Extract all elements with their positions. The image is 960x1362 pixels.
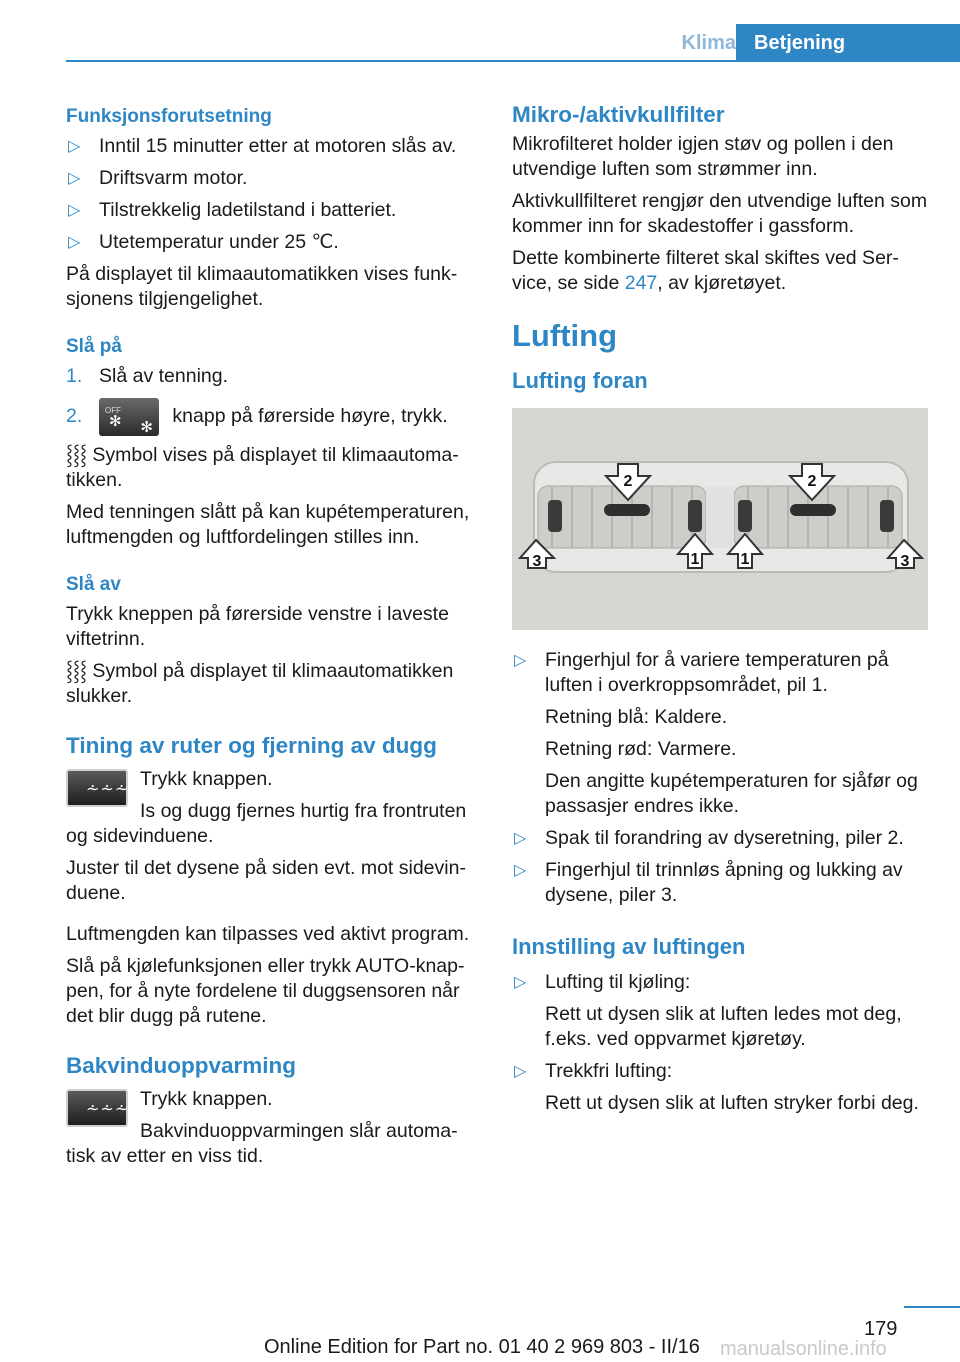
bullet-triangle-icon: ▷ xyxy=(514,830,527,847)
innst-heading: Innstilling av luftingen xyxy=(512,934,746,959)
defrost-button-icon: ⩪⩪⩪ xyxy=(66,769,128,807)
slaav-symbol-note: ⸾⸾⸾ Symbol på displayet til klimaautomatikken slukker. xyxy=(66,660,454,707)
section-tab-klima[interactable]: Klima xyxy=(681,32,736,54)
mikro-p2: Aktivkullfilteret rengjør den utvendige luften som kommer inn for skadestoffer i gassform. xyxy=(512,190,928,237)
tining-text-start: Is og dugg fjernes hurtig fra frontruten xyxy=(140,800,467,822)
list-item: ▷ Trekkfri lufting: xyxy=(514,1060,673,1082)
slapa-note: Med tenningen slått på kan kupétemperaturen, luftmengden og luftfordelingen stilles inn. xyxy=(66,501,470,548)
tining-ac: Slå på kjølefunksjonen eller trykk AUTO-knap‐pen, for å nyte fordelene til duggsensoren når det blir dugg på rutene. xyxy=(66,955,465,1027)
tining-text-end: og sidevinduene. xyxy=(66,825,214,847)
bullet-triangle-icon: ▷ xyxy=(514,974,527,991)
page-header xyxy=(66,24,960,62)
slaav-heading: Slå av xyxy=(66,574,121,595)
right-column xyxy=(512,100,928,1123)
fan-off-button-icon: OFF ✻ ✻ xyxy=(99,398,159,436)
list-item: ▷ Driftsvarm motor. xyxy=(68,167,248,189)
list-item: ▷ Inntil 15 minutter etter at motoren slås av. xyxy=(68,135,457,157)
lufting-heading: Lufting xyxy=(512,318,618,353)
arrow-label-1-left: 1 xyxy=(690,551,700,568)
tining-press: Trykk knappen. xyxy=(140,768,273,790)
airflow-symbol-icon: ⸾⸾⸾ xyxy=(66,444,87,466)
front-vent-illustration xyxy=(512,408,928,630)
list-item: ▷ Lufting til kjøling: xyxy=(514,971,691,993)
innst2-text: Rett ut dysen slik at luften stryker forbi deg. xyxy=(545,1092,919,1114)
page-number: 179 xyxy=(864,1318,898,1340)
arrow-label-3-left: 3 xyxy=(532,553,542,570)
arrow-label-1-right: 1 xyxy=(740,551,750,568)
slaav-text: Trykk kneppen på førerside venstre i laveste viftetrinn. xyxy=(66,603,449,650)
arrow-label-2-right: 2 xyxy=(807,473,817,490)
edition-text: Online Edition for Part no. 01 40 2 969 803 - II/16 xyxy=(264,1336,700,1358)
slapa-heading: Slå på xyxy=(66,336,122,357)
lufting-foran-heading: Lufting foran xyxy=(512,368,648,393)
bullet-triangle-icon: ▷ xyxy=(514,652,527,669)
bullet-triangle-icon: ▷ xyxy=(514,862,527,879)
mikro-heading: Mikro-/aktivkullfilter xyxy=(512,102,725,127)
bullet-triangle-icon: ▷ xyxy=(68,170,81,187)
list-item: ▷ Fingerhjul for å variere temperaturen på luften i overkroppsområdet, pil 1. xyxy=(514,649,889,696)
left-column xyxy=(66,100,478,1176)
list-item: ▷ Tilstrekkelig ladetilstand i batteriet. xyxy=(68,199,397,221)
arrow-label-2-left: 2 xyxy=(623,473,633,490)
tining-air: Luftmengden kan tilpasses ved aktivt program. xyxy=(66,923,470,945)
mikro-p1: Mikrofilteret holder igjen støv og pollen i den utvendige luften som strømmer inn. xyxy=(512,133,894,180)
list-item: ▷ Fingerhjul til trinnløs åpning og lukking av dysene, piler 3. xyxy=(514,859,903,906)
bullet-triangle-icon: ▷ xyxy=(68,202,81,219)
funksjon-heading: Funksjonsforutsetning xyxy=(66,106,272,127)
page-link-247[interactable]: 247 xyxy=(624,272,658,294)
bak-text-start: Bakvinduoppvarmingen slår automa‐ xyxy=(140,1120,458,1142)
step-1: 1. Slå av tenning. xyxy=(66,365,229,387)
watermark: manualsonline.info xyxy=(720,1338,887,1360)
footer-rule xyxy=(904,1306,960,1308)
bak-press: Trykk knappen. xyxy=(140,1088,273,1110)
chapter-tab-betjening[interactable]: Betjening xyxy=(736,24,960,62)
bullet-triangle-icon: ▷ xyxy=(514,1063,527,1080)
item1-red: Retning rød: Varmere. xyxy=(545,738,737,760)
bullet-triangle-icon: ▷ xyxy=(68,234,81,251)
front-vent-figure xyxy=(512,408,928,630)
bak-heading: Bakvinduoppvarming xyxy=(66,1053,297,1078)
bullet-triangle-icon: ▷ xyxy=(68,138,81,155)
arrow-label-3-right: 3 xyxy=(900,553,910,570)
step-2: 2. OFF ✻ ✻ knapp på førerside høyre, trykk. xyxy=(66,396,478,436)
tining-heading: Tining av ruter og fjerning av dugg xyxy=(66,733,437,758)
innst1-text: Rett ut dysen slik at luften ledes mot deg, f.eks. ved oppvarmet kjøretøy. xyxy=(545,1003,902,1050)
slapa-symbol-note: ⸾⸾⸾ Symbol vises på displayet til klimaautoma‐tikken. xyxy=(66,444,459,491)
list-item: ▷ Spak til forandring av dyseretning, piler 2. xyxy=(514,827,904,849)
rear-defrost-button-icon: ⩪⩪⩪ xyxy=(66,1089,128,1127)
item1-note: Den angitte kupétemperaturen for sjåfør og passasjer endres ikke. xyxy=(545,770,918,817)
list-item: ▷ Utetemperatur under 25 ℃. xyxy=(68,231,339,253)
bak-text-end: tisk av etter en viss tid. xyxy=(66,1145,264,1167)
airflow-symbol-icon: ⸾⸾⸾ xyxy=(66,660,87,682)
tining-adjust: Juster til det dysene på siden evt. mot sidevin‐duene. xyxy=(66,857,466,904)
mikro-p3: Dette kombinerte filteret skal skiftes ved Ser‐vice, se side 247, av kjøretøyet. xyxy=(512,247,899,294)
funksjon-note: På displayet til klimaautomatikken vises funk‐sjonens tilgjengelighet. xyxy=(66,263,458,310)
item1-blue: Retning blå: Kaldere. xyxy=(545,706,728,728)
